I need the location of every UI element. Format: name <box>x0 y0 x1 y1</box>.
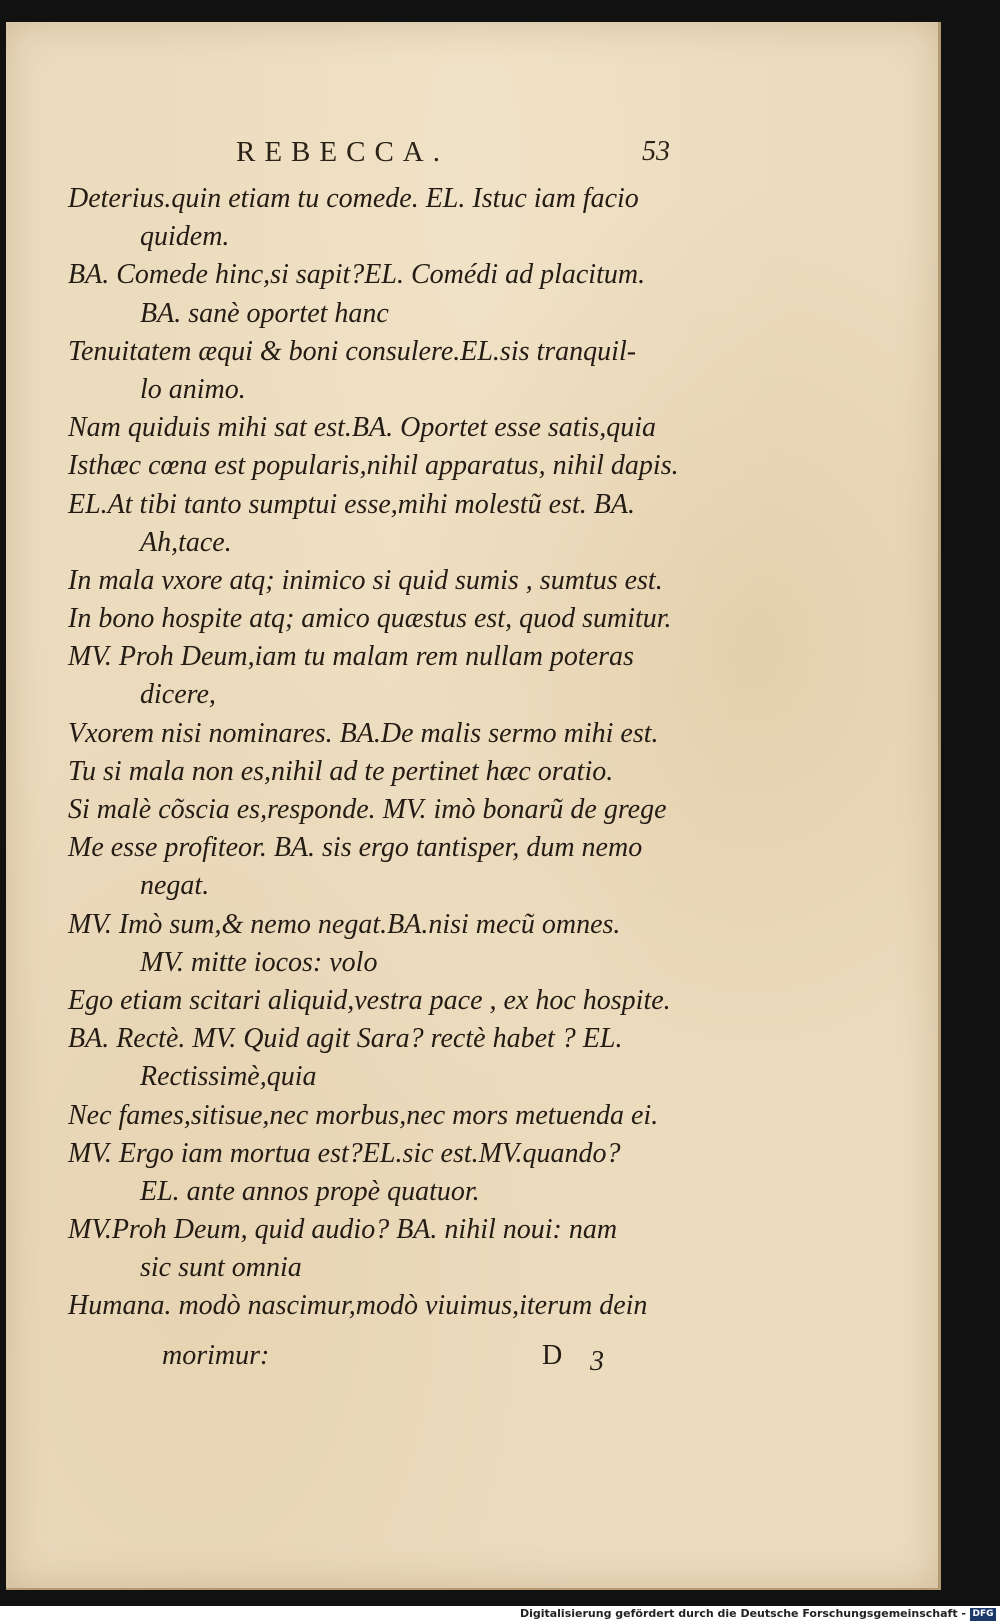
text-line: In mala vxore atq; inimico si quid sumis , sumtus est. <box>68 564 663 596</box>
text-line: lo animo. <box>140 373 246 405</box>
dfg-logo: DFG <box>970 1608 996 1621</box>
text-line: Deterius.quin etiam tu comede. EL. Istuc iam facio <box>68 183 639 214</box>
signature-number: 3 <box>590 1346 604 1377</box>
text-line: Tenuitatem æqui & boni consulere.EL.sis tranquil- <box>68 335 637 367</box>
running-head <box>6 112 938 168</box>
text-line: BA. Comede hinc,si sapit?EL. Comédi ad placitum. <box>68 259 646 291</box>
text-line: negat. <box>140 870 210 902</box>
text-line: dicere, <box>140 679 216 711</box>
text-line: MV. Imò sum,& nemo negat.BA.nisi mecũ omnes. <box>68 908 621 940</box>
text-line: Me esse profiteor. BA. sis ergo tantisper, dum nemo <box>68 832 643 864</box>
text-line: quidem. <box>140 221 230 253</box>
text-line: In bono hospite atq; amico quæstus est, quod sumitur. <box>68 603 672 635</box>
page-number: 53 <box>642 136 670 167</box>
running-title: REBECCA. <box>236 136 449 168</box>
text-line: MV. Ergo iam mortua est?EL.sic est.MV.quando? <box>68 1137 621 1169</box>
text-line: Vxorem nisi nominares. BA.De malis sermo mihi est. <box>68 717 659 749</box>
text-line: MV. mitte iocos: volo <box>140 946 378 978</box>
book-page <box>6 22 941 1590</box>
text-line: BA. Rectè. MV. Quid agit Sara? rectè habet ? EL. <box>68 1023 623 1055</box>
text-line: Humana. modò nascimur,modò viuimus,iterum dein <box>68 1290 648 1322</box>
last-line-text: morimur: <box>162 1340 270 1371</box>
text-line: sic sunt omnia <box>140 1252 302 1284</box>
text-line: Nec fames,sitisue,nec morbus,nec mors metuenda ei. <box>68 1099 659 1131</box>
text-line: BA. sanè oportet hanc <box>140 297 389 329</box>
text-block <box>68 180 708 1326</box>
text-line: Si malè cõscia es,responde. MV. imò bonarũ de grege <box>68 794 667 825</box>
text-line: EL.At tibi tanto sumptui esse,mihi molestũ est. BA. <box>68 488 635 520</box>
text-line: Ego etiam scitari aliquid,vestra pace , ex hoc hospite. <box>68 984 671 1016</box>
last-line <box>162 1340 662 1380</box>
text-line: Tu si mala non es,nihil ad te pertinet hæc oratio. <box>68 755 614 787</box>
text-line: MV.Proh Deum, quid audio? BA. nihil noui: nam <box>68 1214 618 1246</box>
text-line: EL. ante annos propè quatuor. <box>140 1175 480 1207</box>
footer-credit: Digitalisierung gefördert durch die Deutsche Forschungsgemeinschaft - <box>519 1607 966 1620</box>
digitization-footer <box>0 1606 1000 1624</box>
text-line: Ah,tace. <box>140 526 232 558</box>
text-line: Nam quiduis mihi sat est.BA. Oportet esse satis,quia <box>68 412 656 444</box>
text-line: MV. Proh Deum,iam tu malam rem nullam poteras <box>68 641 634 673</box>
text-line: Rectissimè,quia <box>140 1061 317 1093</box>
text-line: Isthæc cœna est popularis,nihil apparatus, nihil dapis. <box>68 450 679 482</box>
signature-mark: D <box>542 1340 563 1371</box>
